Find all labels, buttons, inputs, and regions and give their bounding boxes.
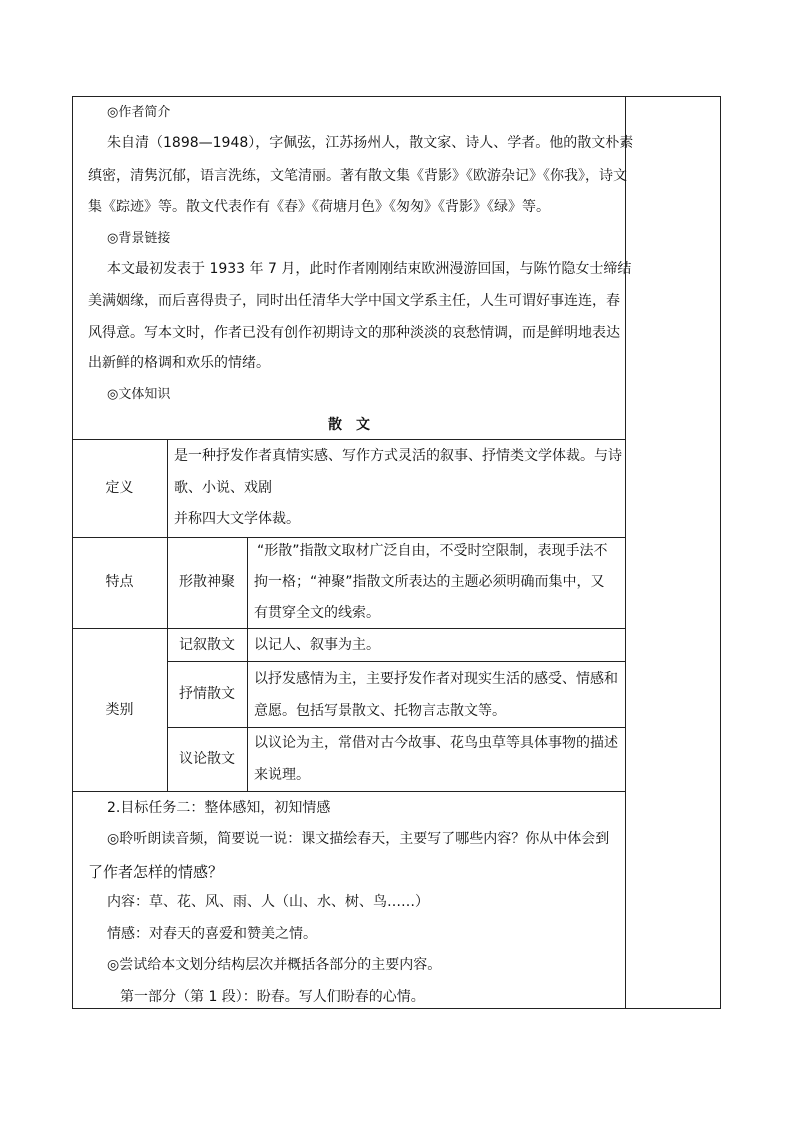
definition-line-1: 是一种抒发作者真情实感、写作方式灵活的叙事、抒情类文学体裁。与诗: [174, 448, 622, 464]
definition-label: 定义: [105, 480, 134, 496]
category-name-lyric: 抒情散文: [179, 686, 235, 702]
table-bottom-border: [72, 791, 626, 792]
category-desc-narrative: 以记人、叙事为主。: [254, 637, 380, 653]
task2-question-line-1: ◎聆听朗读音频，简要说一说：课文描绘春天，主要写了哪些内容？你从中体会到: [107, 831, 610, 847]
task2-heading: 2.目标任务二：整体感知，初知情感: [107, 800, 331, 816]
author-heading: ◎作者简介: [107, 105, 171, 120]
definition-line-3: 并称四大文学体裁。: [174, 511, 300, 527]
table-col2-divider: [247, 537, 248, 791]
feature-sub-label: 形散神聚: [179, 574, 235, 590]
feature-line-3: 有贯穿全文的线索。: [254, 605, 380, 621]
category-row1-border: [167, 661, 626, 662]
table-col1-divider: [167, 439, 168, 791]
genre-heading: ◎文体知识: [107, 387, 171, 402]
background-line-3: 风得意。写本文时，作者已没有创作初期诗文的那种淡淡的哀愁情调，而是鲜明地表达: [88, 325, 620, 341]
author-line-1: 朱自清（1898—1948），字佩弦，江苏扬州人，散文家、诗人、学者。他的散文朴素: [107, 135, 634, 151]
category-name-narrative: 记叙散文: [179, 637, 235, 653]
background-heading: ◎背景链接: [107, 231, 171, 246]
category-label: 类别: [105, 702, 134, 718]
task2-content: 内容：草、花、风、雨、人（山、水、树、鸟……）: [107, 894, 429, 910]
category-desc-lyric-2: 意愿。包括写景散文、托物言志散文等。: [254, 703, 506, 719]
task2-structure-question: ◎尝试给本文划分结构层次并概括各部分的主要内容。: [107, 957, 442, 973]
author-line-3: 集《踪迹》等。散文代表作有《春》《荷塘月色》《匆匆》《背影》《绿》等。: [88, 199, 550, 215]
right-column-divider: [625, 96, 626, 1009]
author-line-2: 缜密，清隽沉郁，语言洗练，文笔清丽。著有散文集《背影》《欧游杂记》《你我》，诗文: [88, 168, 627, 184]
background-line-2: 美满姻缘，而后喜得贵子，同时出任清华大学中国文学系主任，人生可谓好事连连，春: [88, 293, 620, 309]
category-desc-argument-2: 来说理。: [254, 767, 310, 783]
feature-bottom-border: [72, 628, 626, 629]
feature-line-1: “形散”指散文取材广泛自由，不受时空限制，表现手法不: [257, 543, 608, 559]
definition-bottom-border: [72, 537, 626, 538]
background-line-1: 本文最初发表于 1933 年 7 月，此时作者刚刚结束欧洲漫游回国，与陈竹隐女士缔结: [107, 261, 632, 277]
category-desc-lyric-1: 以抒发感情为主，主要抒发作者对现实生活的感受、情感和: [254, 671, 618, 687]
table-top-border: [72, 439, 626, 440]
task2-question-line-2: 了作者怎样的情感？: [88, 863, 224, 881]
category-row2-border: [167, 727, 626, 728]
feature-line-2: 拘一格；“神聚”指散文所表达的主题必须明确而集中，又: [254, 574, 605, 590]
category-name-argument: 议论散文: [179, 751, 235, 767]
task2-emotion: 情感：对春天的喜爱和赞美之情。: [107, 926, 317, 942]
definition-line-2: 歌、小说、戏剧: [174, 480, 272, 496]
category-desc-argument-1: 以议论为主，常借对古今故事、花鸟虫草等具体事物的描述: [254, 735, 618, 751]
background-line-4: 出新鲜的格调和欢乐的情绪。: [88, 355, 270, 371]
task2-part1: 第一部分（第 1 段）：盼春。写人们盼春的心情。: [120, 989, 425, 1005]
table-title: 散 文: [328, 417, 370, 433]
feature-label: 特点: [105, 574, 134, 590]
